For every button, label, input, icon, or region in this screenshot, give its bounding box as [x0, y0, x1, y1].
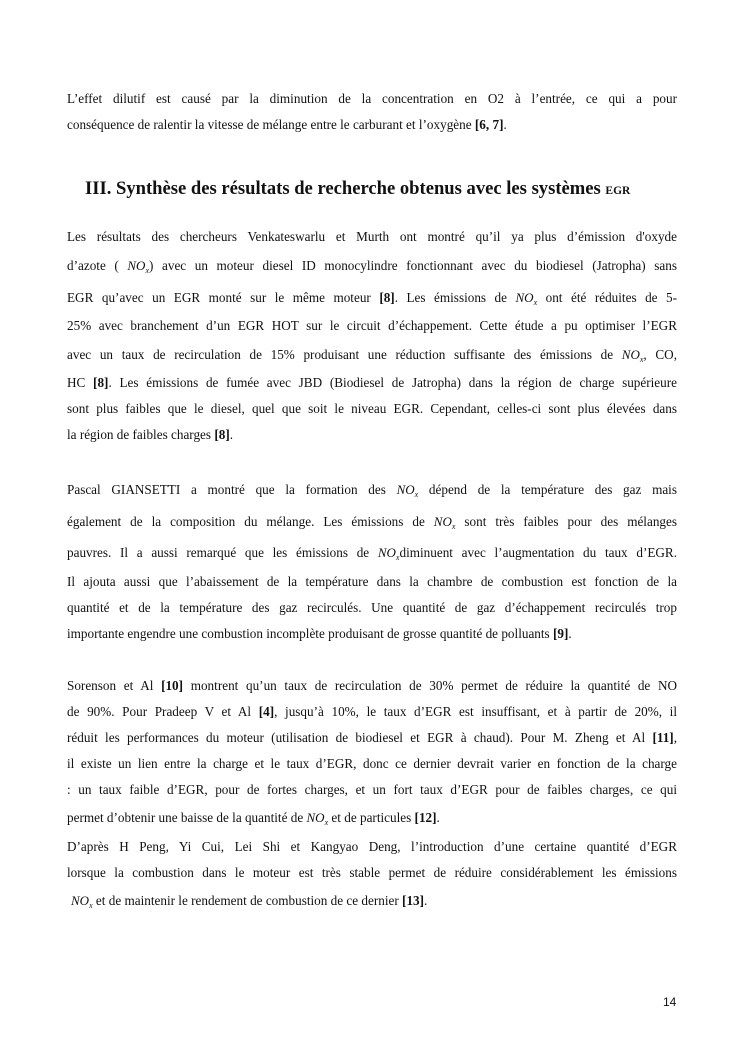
citation: [11] — [652, 730, 674, 745]
text-line: avec un taux de recirculation de 15% produisant une réduction suffisante des émissions de $NO_x$, CO, — [67, 347, 677, 364]
text-line: : un taux faible d’EGR, pour de fortes charges, et un fort taux d’EGR pour de faibles charges, ce qui — [67, 782, 677, 797]
text-line: lorsque la combustion dans le moteur est très stable permet de réduire considérablement les émissions — [67, 865, 677, 880]
text-line: sont plus faibles que le diesel, quel que soit le niveau EGR. Cependant, celles-ci sont plus élevées dans — [67, 401, 677, 416]
text-line: Sorenson et Al [10] montrent qu’un taux de recirculation de 30% permet de réduire la quantité de NO — [67, 678, 677, 693]
nox-formula: $NO_x$ — [127, 258, 150, 275]
nox-formula: $NO_x$ — [515, 290, 538, 307]
citation: [9] — [553, 626, 569, 641]
citation: [13] — [402, 893, 425, 908]
citation: [8] — [93, 375, 109, 390]
text-line: quantité et de la température des gaz recirculés. Une quantité de gaz d’échappement recirculés trop — [67, 600, 677, 615]
citation: [4] — [258, 704, 275, 719]
citation: [6, 7] — [474, 117, 504, 132]
text-line: Pascal GIANSETTI a montré que la formation des $NO_x$ dépend de la température des gaz mais — [67, 482, 677, 499]
citation: [12] — [414, 810, 437, 825]
text-line: d’azote ( $NO_x$) avec un moteur diesel ID monocylindre fonctionnant avec du biodiesel (Jatropha) sans — [67, 258, 677, 275]
text-line: L’effet dilutif est causé par la diminution de la concentration en O2 à l’entrée, ce qui a pour — [67, 91, 677, 106]
text-line: importante engendre une combustion incomplète produisant de grosse quantité de polluants [9]. — [67, 626, 572, 641]
text-line: réduit les performances du moteur (utilisation de biodiesel et EGR à chaud). Pour M. Zheng et Al [11], — [67, 730, 677, 745]
text-line: Les résultats des chercheurs Venkateswarlu et Murth ont montré qu’il ya plus d’émission d'oxyde — [67, 229, 677, 244]
text-line: $NO_x$ et de maintenir le rendement de combustion de ce dernier [13]. — [71, 893, 428, 910]
text-line: conséquence de ralentir la vitesse de mélange entre le carburant et l’oxygène [6, 7]. — [67, 117, 507, 132]
nox-formula: $NO_x$ — [306, 810, 329, 827]
text-line: permet d’obtenir une baisse de la quantité de $NO_x$ et de particules [12]. — [67, 810, 440, 827]
nox-formula: $NO_x$ — [621, 347, 644, 364]
citation: [8] — [214, 427, 230, 442]
text-line: pauvres. Il a aussi remarqué que les émissions de $NO_xdiminuent$ avec l’augmentation du taux d’EGR. — [67, 545, 678, 562]
text-line: 25% avec branchement d’un EGR HOT sur le circuit d’échappement. Cette étude a pu optimiser l’EGR — [67, 318, 677, 333]
citation: [8] — [379, 290, 395, 305]
text-line: EGR qu’avec un EGR monté sur le même moteur [8]. Les émissions de $NO_x$ ont été réduites de 5- — [67, 290, 678, 307]
text-line: D’après H Peng, Yi Cui, Lei Shi et Kangyao Deng, l’introduction d’une certaine quantité d’EGR — [67, 839, 677, 854]
text-line: de 90%. Pour Pradeep V et Al [4], jusqu’à 10%, le taux d’EGR est insuffisant, et à partir de 20%, il — [67, 704, 677, 719]
section-heading: III. Synthèse des résultats de recherche obtenus avec les systèmes EGR — [85, 178, 631, 199]
text-line: la région de faibles charges [8]. — [67, 427, 234, 442]
nox-formula: $NO_x$ — [71, 893, 93, 910]
citation: [10] — [161, 678, 184, 693]
text-line: également de la composition du mélange. Les émissions de $NO_x$ sont très faibles pour des mélanges — [67, 514, 677, 531]
text-line: Il ajouta aussi que l’abaissement de la température dans la chambre de combustion est fonction de la — [67, 574, 677, 589]
text-line: il existe un lien entre la charge et le taux d’EGR, donc ce dernier devrait varier en fonction de la charge — [67, 756, 677, 771]
nox-formula: $NO_x$ — [396, 482, 419, 499]
text-line: HC [8]. Les émissions de fumée avec JBD (Biodiesel de Jatropha) dans la région de charge supérieure — [67, 375, 677, 390]
nox-formula: $NO_x$ — [377, 545, 400, 562]
nox-formula: $NO_x$ — [433, 514, 456, 531]
page-number: 14 — [663, 995, 677, 1009]
